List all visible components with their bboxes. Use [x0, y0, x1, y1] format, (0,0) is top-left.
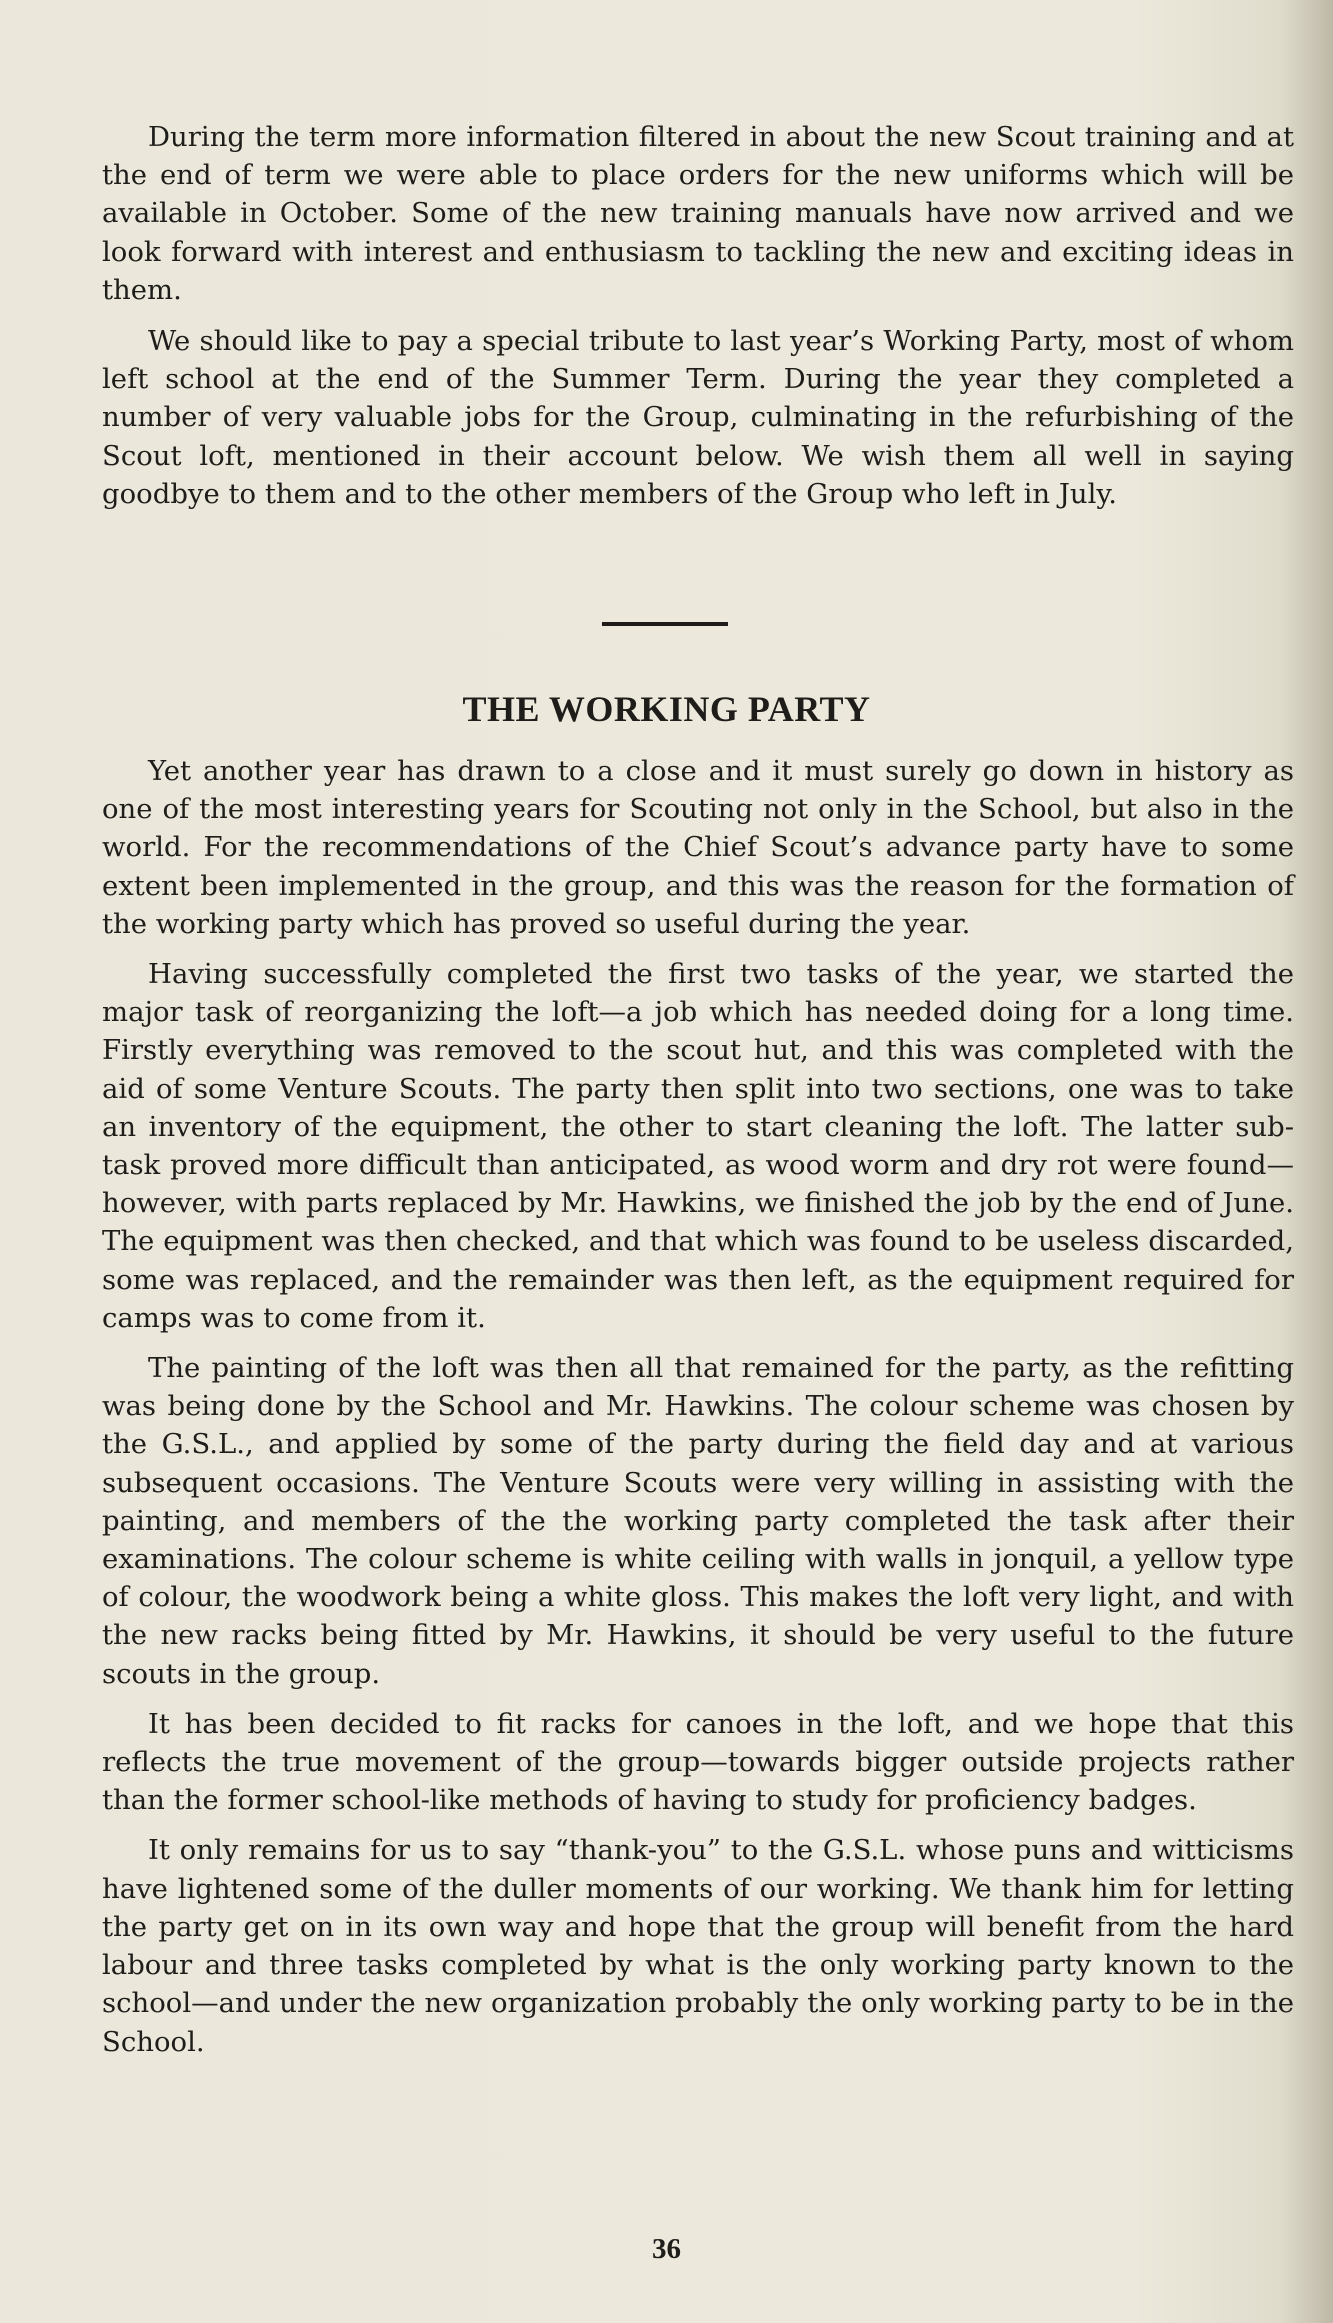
paragraph: The painting of the loft was then all that remained for the party, as the refitting was being done by the School and Mr. Hawkins. The colour scheme was chosen by the G.S.L., and applied by some of the party during the field day and at various subsequent occasions. The Venture Scouts were very willing in assisting with the painting, and members of the the working party completed the task after their examinations. The colour scheme is white ceiling with walls in jonquil, a yellow type of colour, the woodwork being a white gloss. This makes the loft very light, and with the new racks being fitted by Mr. Hawkins, it should be very useful to the future scouts in the group.: [102, 1352, 1294, 1690]
intro-text: [102, 118, 1294, 513]
paragraph: We should like to pay a special tribute to last year’s Working Party, most of whom left school at the end of the Summer Term. During the year they completed a number of very valuable jobs for the Group, culminating in the refurbishing of the Scout loft, mentioned in their account below. We wish them all well in saying goodbye to them and to the other members of the Group who left in July.: [102, 325, 1294, 510]
page-number: 36: [652, 2233, 681, 2265]
paragraph: It has been decided to fit racks for canoes in the loft, and we hope that this reflects the true movement of the group—towards bigger outside projects rather than the former school-like methods of having to study for proficiency badges.: [102, 1707, 1294, 1817]
section-divider: [602, 622, 728, 626]
paragraph: Yet another year has drawn to a close and it must surely go down in history as one of the most interesting years for Scouting not only in the School, but also in the world. For the recommendations of the Chief Scout’s advance party have to some extent been implemented in the group, and this was the reason for the formation of the working party which has proved so useful during the year.: [102, 755, 1294, 940]
section-body: [102, 752, 1294, 2061]
paragraph: It only remains for us to say “thank-you” to the G.S.L. whose puns and witticisms have lightened some of the duller moments of our working. We thank him for letting the party get on in its own way and hope that the group will benefit from the hard labour and three tasks completed by what is the only working party known to the school—and under the new organization probably the only working party to be in the School.: [102, 1834, 1294, 2058]
paragraph: Having successfully completed the first two tasks of the year, we started the major task of reorganizing the loft—a job which has needed doing for a long time. Firstly everything was removed to the scout hut, and this was completed with the aid of some Venture Scouts. The party then split into two sections, one was to take an inventory of the equipment, the other to start cleaning the loft. The latter sub-task proved more difficult than anticipated, as wood worm and dry rot were found—however, with parts replaced by Mr. Hawkins, we finished the job by the end of June. The equipment was then checked, and that which was found to be useless discarded, some was replaced, and the remainder was then left, as the equipment required for camps was to come from it.: [102, 958, 1294, 1334]
paragraph: During the term more information filtered in about the new Scout training and at the end of term we were able to place orders for the new uniforms which will be available in October. Some of the new training manuals have now arrived and we look forward with interest and enthusiasm to tackling the new and exciting ideas in them.: [102, 121, 1294, 306]
section-heading: THE WORKING PARTY: [462, 689, 871, 729]
